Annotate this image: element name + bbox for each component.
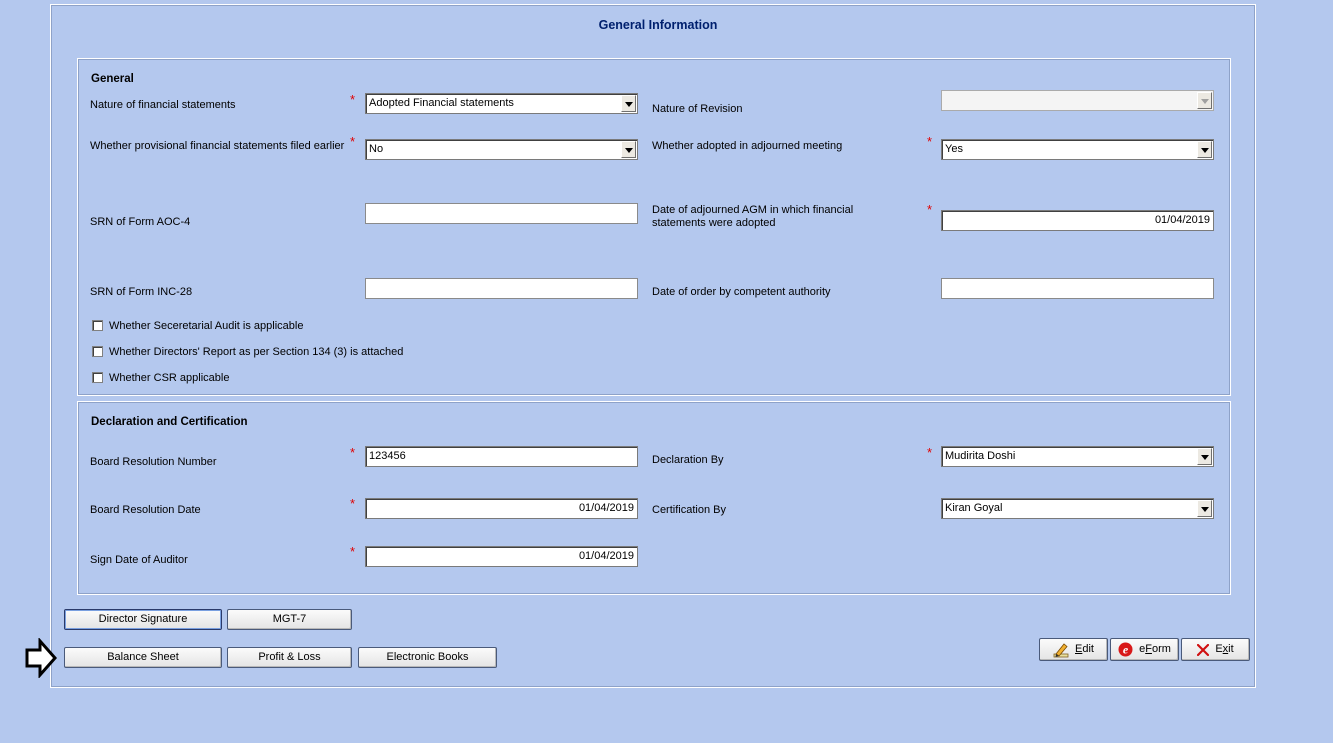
eform-button[interactable] (1110, 638, 1179, 661)
provisional-label: Whether provisional financial statements filed earlier (90, 140, 345, 152)
required-marker: * (927, 134, 933, 149)
br-number-label: Board Resolution Number (90, 456, 217, 468)
sign-date-label: Sign Date of Auditor (90, 554, 188, 566)
director-signature-button[interactable]: Director Signature (64, 609, 222, 630)
edit-label: Edit (1075, 643, 1094, 655)
arrow-right-icon (24, 638, 58, 678)
declaration-by-label: Declaration By (652, 454, 724, 466)
csr-checkbox[interactable] (92, 372, 103, 383)
certification-by-label: Certification By (652, 504, 726, 516)
close-icon (1197, 644, 1209, 656)
nature-fs-select[interactable] (365, 93, 638, 114)
required-marker: * (350, 496, 356, 511)
nature-fs-value: Adopted Financial statements (369, 97, 514, 109)
chevron-down-icon[interactable] (621, 95, 636, 112)
general-heading: General (91, 73, 134, 85)
mgt7-button[interactable]: MGT-7 (227, 609, 352, 630)
required-marker: * (350, 134, 356, 149)
directors-report-checkbox[interactable] (92, 346, 103, 357)
chevron-down-icon[interactable] (1197, 92, 1212, 109)
adjourned-select[interactable] (941, 139, 1214, 160)
agm-date-label-line1: Date of adjourned AGM in which financial (652, 204, 854, 216)
br-date-label: Board Resolution Date (90, 504, 201, 516)
provisional-select[interactable] (365, 139, 638, 160)
provisional-value: No (369, 143, 384, 155)
nature-revision-select[interactable] (941, 90, 1214, 111)
secretarial-audit-checkbox[interactable] (92, 320, 103, 331)
declaration-by-value: Mudirita Doshi (945, 450, 1016, 462)
balance-sheet-button[interactable]: Balance Sheet (64, 647, 222, 668)
svg-text:e: e (1122, 642, 1129, 657)
sign-date-input[interactable]: 01/04/2019 (365, 546, 638, 567)
adjourned-label: Whether adopted in adjourned meeting (652, 140, 843, 152)
electronic-books-button[interactable]: Electronic Books (358, 647, 497, 668)
required-marker: * (927, 445, 933, 460)
srn-inc28-input[interactable] (365, 278, 638, 299)
edit-button[interactable] (1039, 638, 1108, 661)
required-marker: * (927, 202, 933, 217)
order-date-label: Date of order by competent authority (652, 286, 831, 298)
agm-date-input[interactable]: 01/04/2019 (941, 210, 1214, 231)
exit-button[interactable] (1181, 638, 1250, 661)
required-marker: * (350, 445, 356, 460)
nature-revision-label: Nature of Revision (652, 103, 743, 115)
csr-label: Whether CSR applicable (109, 372, 230, 384)
adjourned-value: Yes (945, 143, 963, 155)
chevron-down-icon[interactable] (1197, 448, 1212, 465)
required-marker: * (350, 544, 356, 559)
srn-aoc4-label: SRN of Form AOC-4 (90, 216, 191, 228)
br-number-input[interactable]: 123456 (365, 446, 638, 467)
eform-icon (1118, 642, 1133, 657)
profit-loss-button[interactable]: Profit & Loss (227, 647, 352, 668)
chevron-down-icon[interactable] (621, 141, 636, 158)
br-date-input[interactable]: 01/04/2019 (365, 498, 638, 519)
exit-label: Exit (1215, 643, 1234, 655)
required-marker: * (350, 92, 356, 107)
eform-label: eForm (1139, 643, 1171, 655)
nature-fs-label: Nature of financial statements (90, 99, 236, 111)
chevron-down-icon[interactable] (1197, 141, 1212, 158)
declaration-by-select[interactable] (941, 446, 1214, 467)
page-title: General Information (598, 18, 718, 32)
srn-inc28-label: SRN of Form INC-28 (90, 286, 193, 298)
directors-report-label: Whether Directors' Report as per Section 134 (3) is attached (109, 346, 404, 358)
certification-by-select[interactable] (941, 498, 1214, 519)
order-date-input[interactable] (941, 278, 1214, 299)
agm-date-label-line2: statements were adopted (652, 217, 776, 229)
secretarial-audit-label: Whether Seceretarial Audit is applicable (109, 320, 304, 332)
srn-aoc4-input[interactable] (365, 203, 638, 224)
chevron-down-icon[interactable] (1197, 500, 1212, 517)
declaration-heading: Declaration and Certification (91, 416, 248, 428)
pencil-icon (1053, 642, 1069, 658)
certification-by-value: Kiran Goyal (945, 502, 1003, 514)
